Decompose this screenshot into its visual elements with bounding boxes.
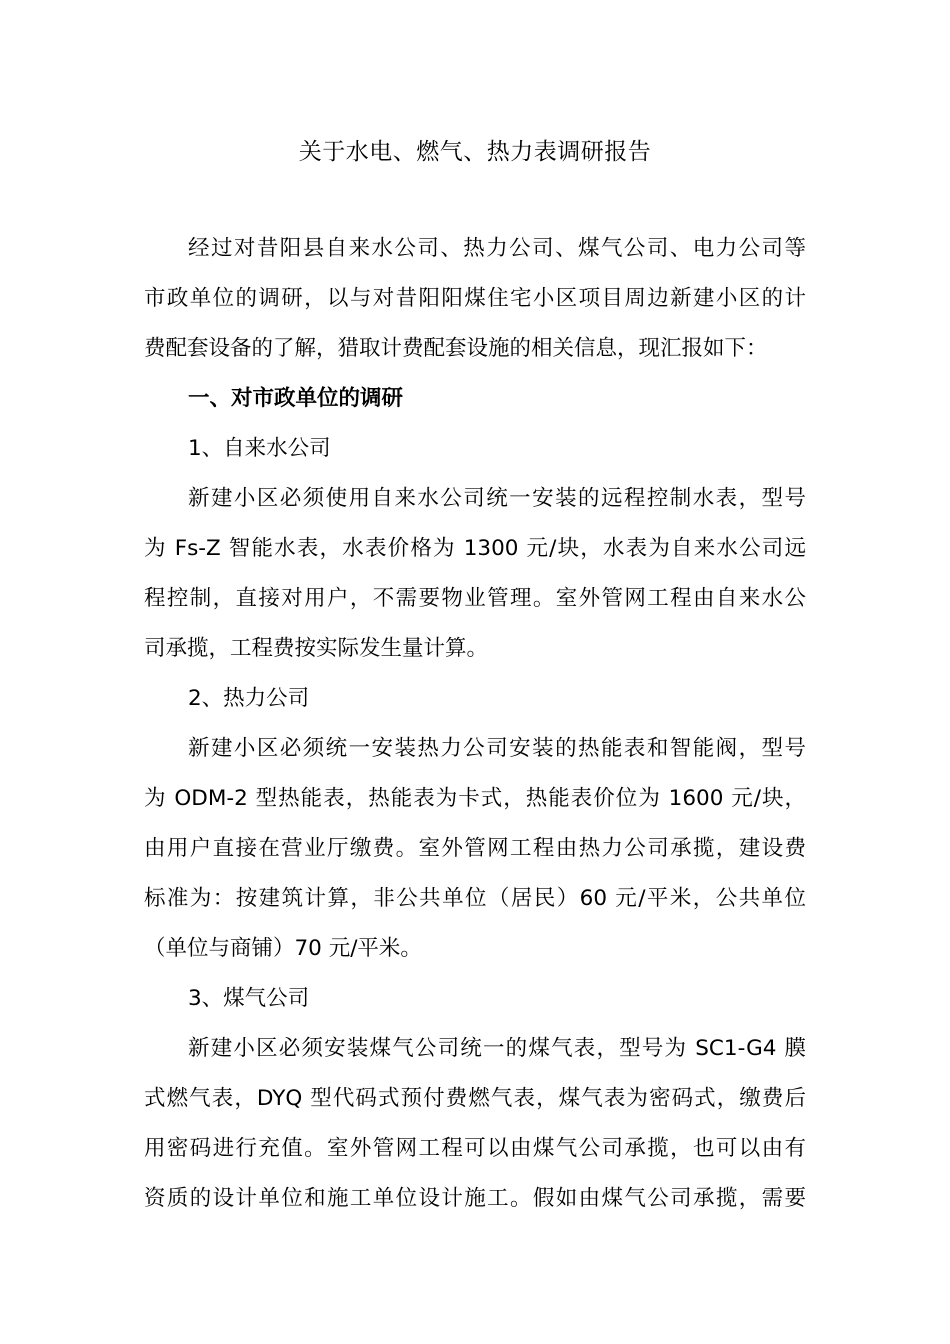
paragraph-line: 标准为：按建筑计算，非公共单位（居民）60 元/平米，公共单位	[144, 886, 806, 911]
paragraph-line: 新建小区必须使用自来水公司统一安装的远程控制水表，型号	[188, 486, 806, 511]
paragraph-line: 为 Fs-Z 智能水表，水表价格为 1300 元/块，水表为自来水公司远	[144, 536, 806, 561]
subsection-heading: 3、煤气公司	[188, 986, 310, 1011]
paragraph-line: 为 ODM-2 型热能表，热能表为卡式，热能表价位为 1600 元/块，	[144, 786, 806, 811]
paragraph-line: 程控制，直接对用户，不需要物业管理。室外管网工程由自来水公	[144, 586, 806, 611]
paragraph-line: 经过对昔阳县自来水公司、热力公司、煤气公司、电力公司等	[188, 236, 806, 261]
paragraph-line: 用密码进行充值。室外管网工程可以由煤气公司承揽，也可以由有	[144, 1136, 806, 1161]
section-heading: 一、对市政单位的调研	[188, 386, 404, 411]
paragraph-line: 新建小区必须安装煤气公司统一的煤气表，型号为 SC1-G4 膜	[188, 1036, 806, 1061]
paragraph-line: 由用户直接在营业厅缴费。室外管网工程由热力公司承揽，建设费	[144, 836, 806, 861]
paragraph-line: 式燃气表，DYQ 型代码式预付费燃气表，煤气表为密码式，缴费后	[144, 1086, 806, 1111]
paragraph-line: （单位与商铺）70 元/平米。	[144, 936, 422, 961]
paragraph-line: 市政单位的调研，以与对昔阳阳煤住宅小区项目周边新建小区的计	[144, 286, 806, 311]
document-title: 关于水电、燃气、热力表调研报告	[298, 139, 652, 165]
paragraph-line: 司承揽，工程费按实际发生量计算。	[144, 636, 489, 661]
paragraph-line: 新建小区必须统一安装热力公司安装的热能表和智能阀，型号	[188, 736, 806, 761]
subsection-heading: 2、热力公司	[188, 686, 310, 711]
paragraph-line: 费配套设备的了解，猎取计费配套设施的相关信息，现汇报如下：	[144, 336, 768, 361]
subsection-heading: 1、自来水公司	[188, 436, 331, 461]
paragraph-line: 资质的设计单位和施工单位设计施工。假如由煤气公司承揽，需要	[144, 1186, 806, 1211]
